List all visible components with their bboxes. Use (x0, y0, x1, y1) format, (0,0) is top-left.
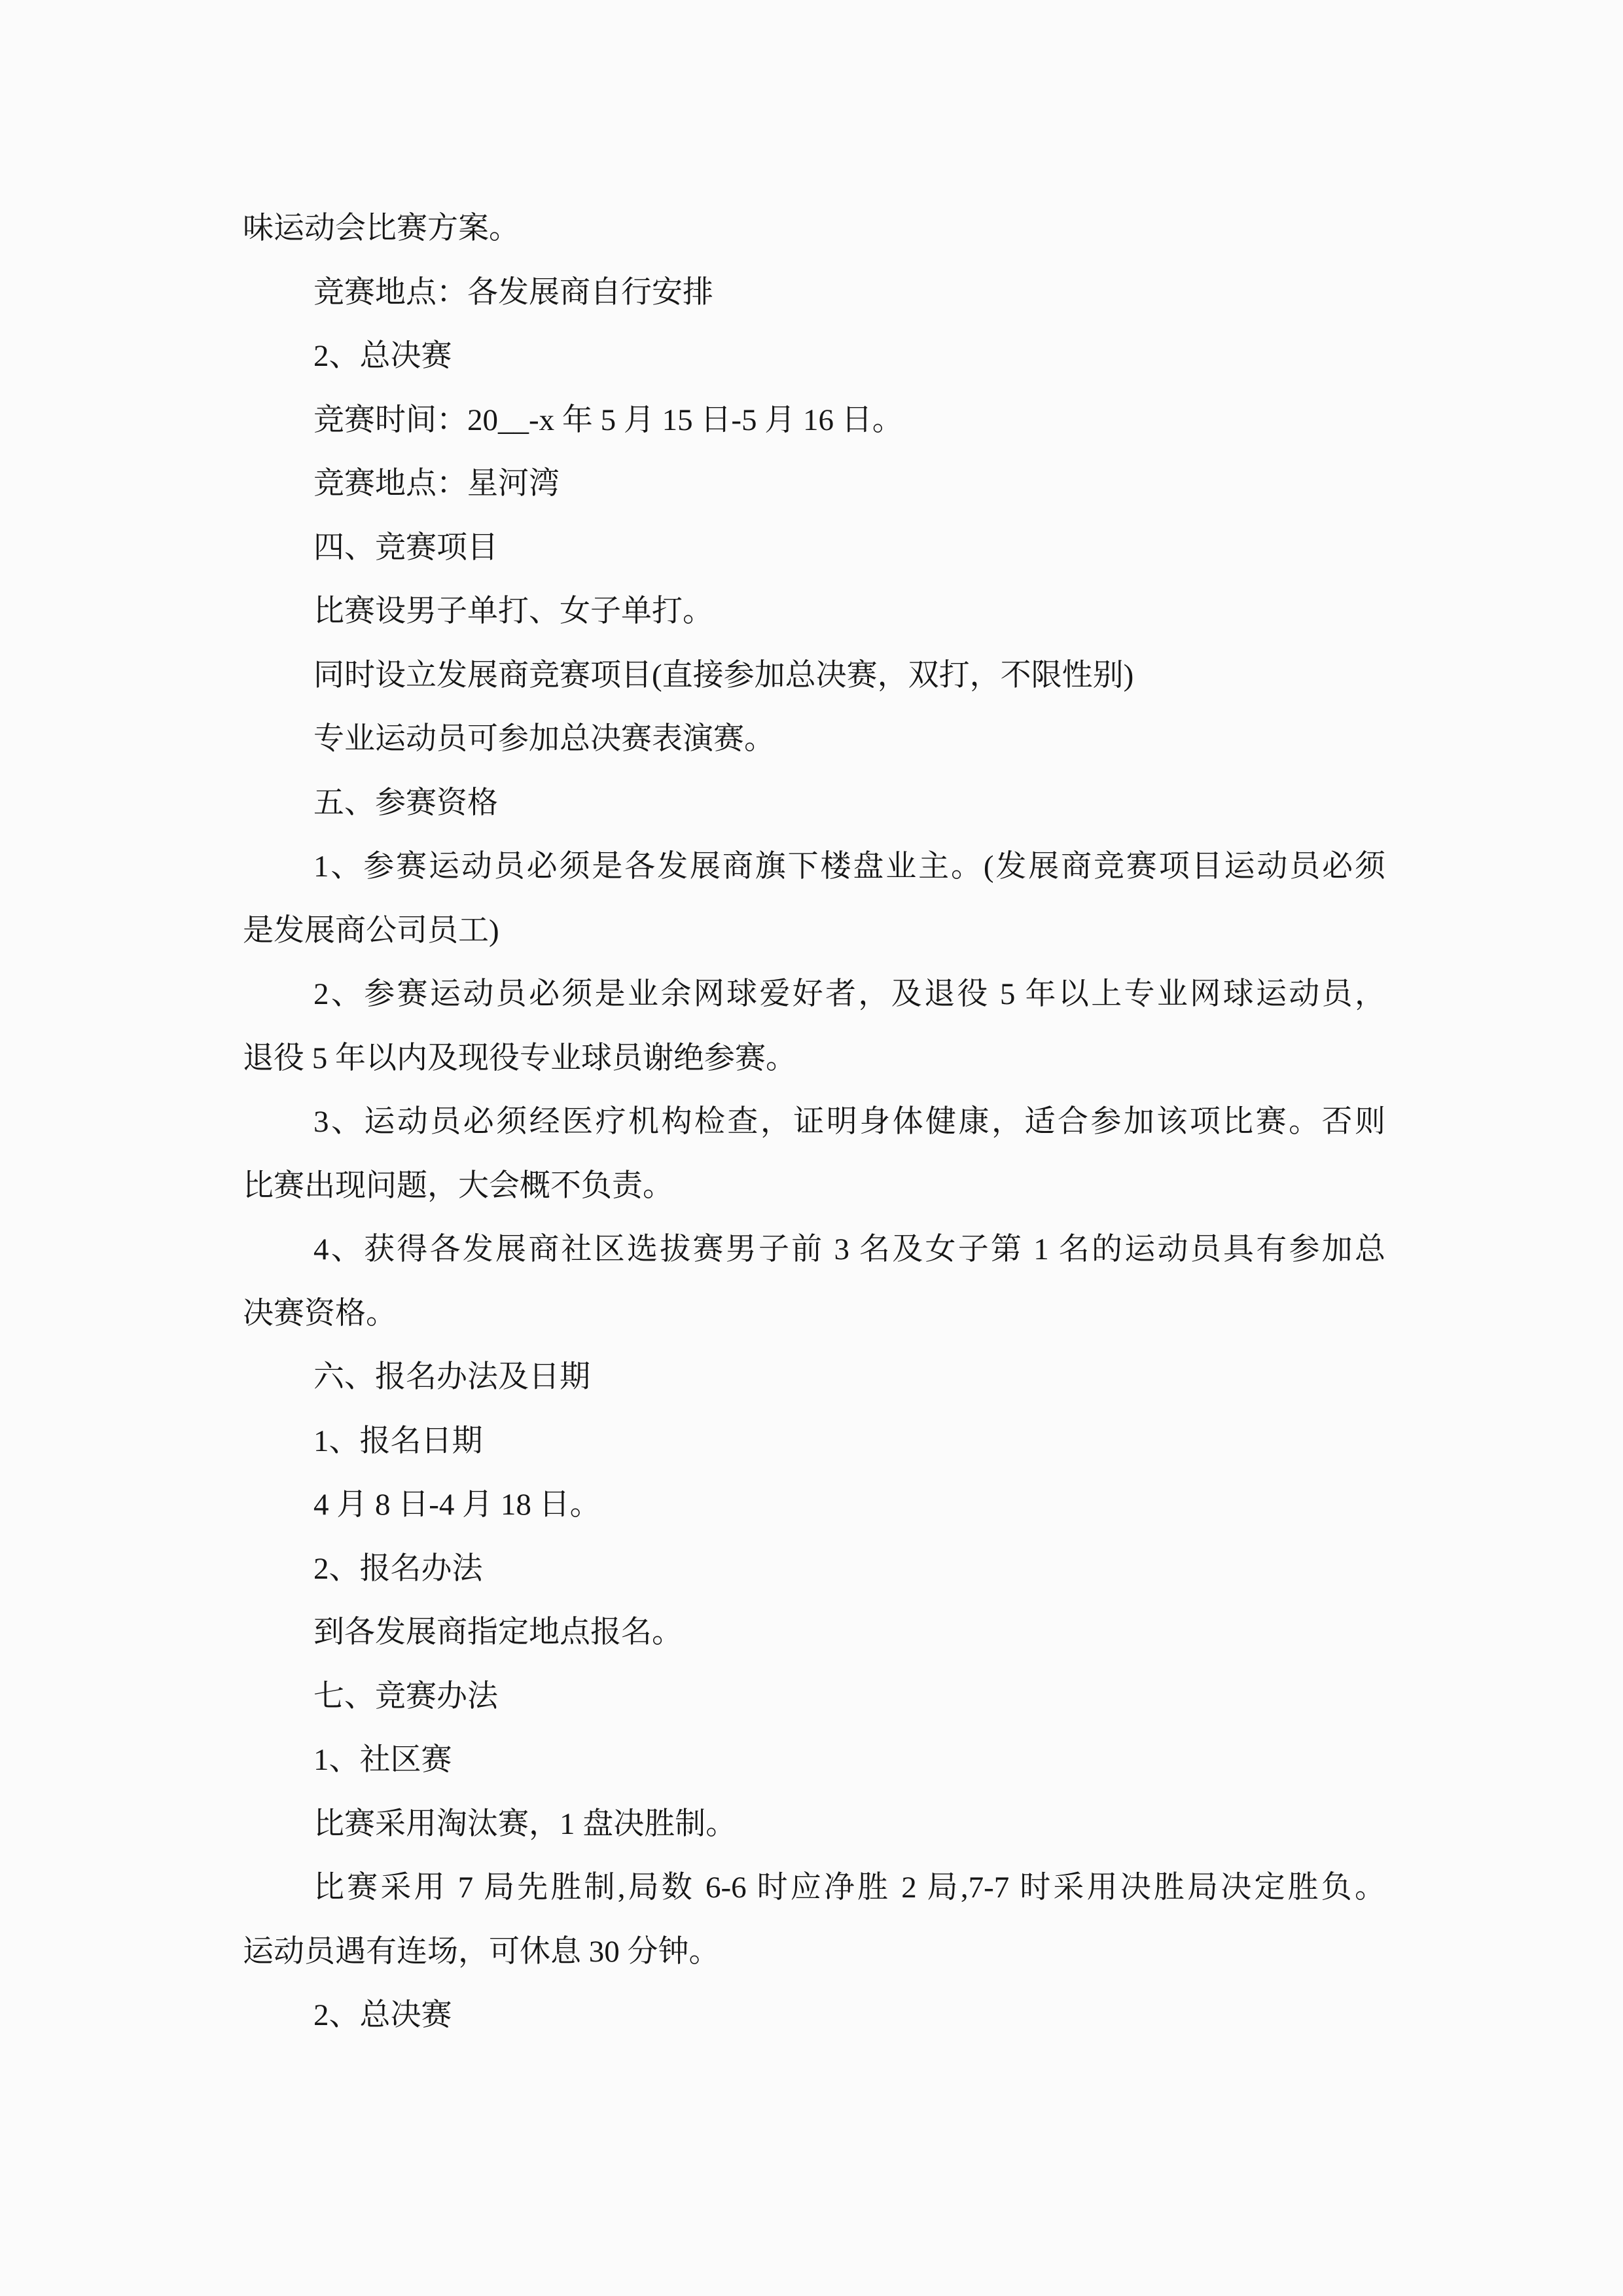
text-line: 是发展商公司员工) (243, 913, 499, 948)
text-line: 1、社区赛 (313, 1743, 452, 1777)
text-line: 退役 5 年以内及现役专业球员谢绝参赛。 (243, 1041, 796, 1075)
text-line: 专业运动员可参加总决赛表演赛。 (313, 722, 775, 756)
text-line: 竞赛地点：星河湾 (313, 467, 560, 501)
text-line: 竞赛地点：各发展商自行安排 (313, 275, 713, 310)
text-line: 2、总决赛 (313, 1998, 452, 2032)
text-line: 4 月 8 日-4 月 18 日。 (313, 1488, 601, 1522)
text-line: 2、报名办法 (313, 1551, 483, 1586)
text-line: 七、竞赛办法 (313, 1679, 498, 1713)
text-line: 3、运动员必须经医疗机构检查，证明身体健康，适合参加该项比赛。否则 (313, 1105, 1385, 1139)
text-line: 比赛采用 7 局先胜制,局数 6-6 时应净胜 2 局,7-7 时采用决胜局决定胜负。 (313, 1871, 1385, 1905)
text-line: 4、获得各发展商社区选拔赛男子前 3 名及女子第 1 名的运动员具有参加总 (313, 1232, 1385, 1266)
text-line: 2、参赛运动员必须是业余网球爱好者，及退役 5 年以上专业网球运动员， (313, 977, 1385, 1011)
text-line: 2、总决赛 (313, 339, 452, 373)
text-line: 到各发展商指定地点报名。 (313, 1615, 683, 1649)
text-line: 竞赛时间：20__-x 年 5 月 15 日-5 月 16 日。 (313, 403, 903, 437)
text-line: 六、报名办法及日期 (313, 1360, 590, 1394)
document-page (243, 197, 1385, 2048)
text-line: 运动员遇有连场，可休息 30 分钟。 (243, 1934, 720, 1969)
text-line: 四、竞赛项目 (313, 530, 498, 565)
text-line: 同时设立发展商竞赛项目(直接参加总决赛，双打，不限性别) (313, 658, 1134, 692)
text-line: 五、参赛资格 (313, 785, 498, 820)
text-line: 1、参赛运动员必须是各发展商旗下楼盘业主。(发展商竞赛项目运动员必须 (313, 850, 1385, 884)
text-line: 比赛设男子单打、女子单打。 (313, 594, 713, 628)
text-line: 决赛资格。 (243, 1296, 397, 1331)
text-line: 1、报名日期 (313, 1424, 483, 1458)
text-line: 比赛出现问题，大会概不负责。 (243, 1168, 673, 1203)
text-line: 比赛采用淘汰赛，1 盘决胜制。 (313, 1806, 737, 1841)
text-line: 味运动会比赛方案。 (243, 211, 520, 245)
